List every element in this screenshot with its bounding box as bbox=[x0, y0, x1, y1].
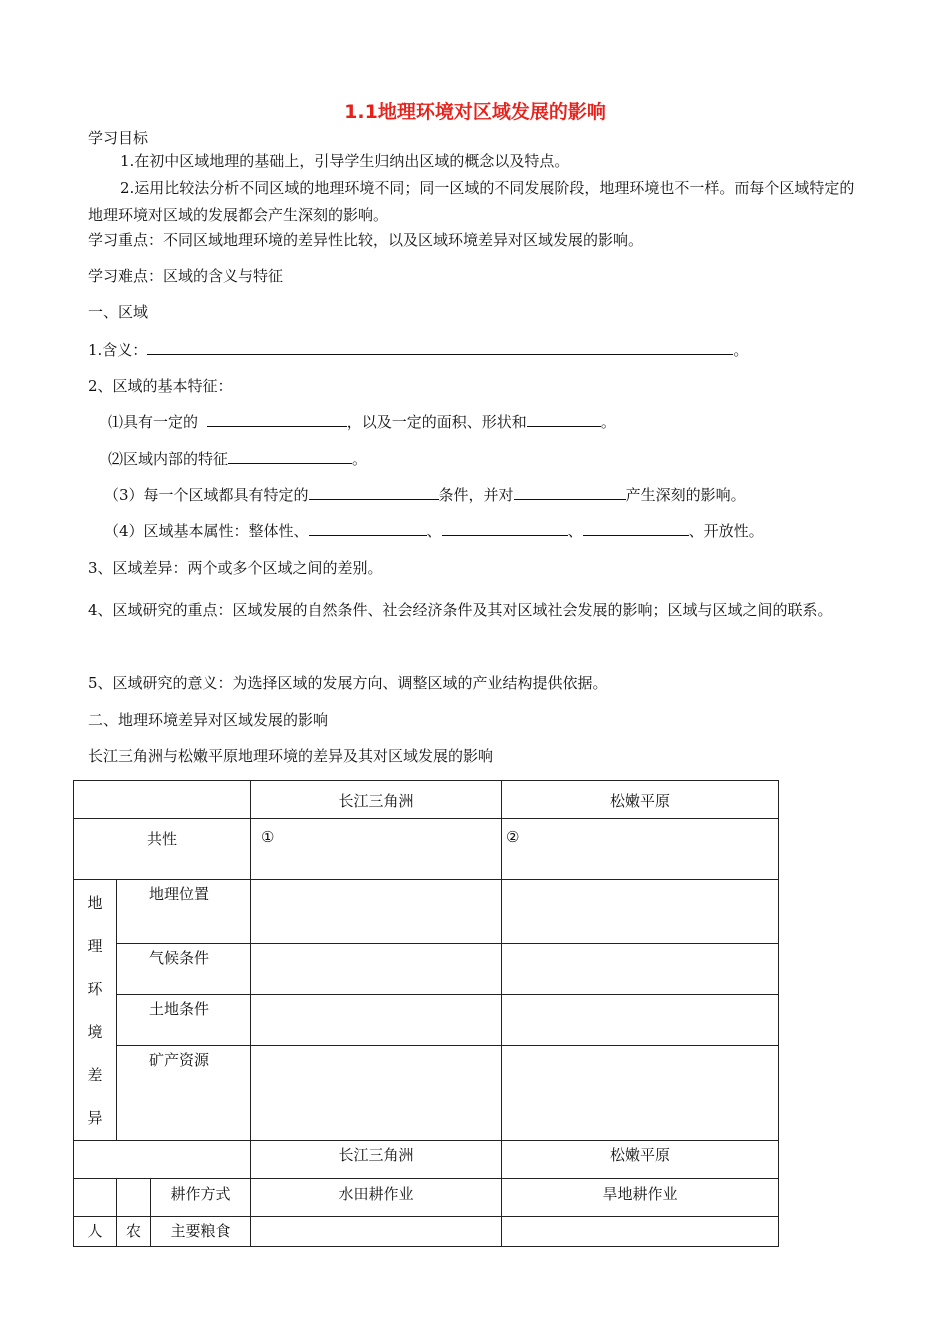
section2-heading: 二、地理环境差异对区域发展的影响 bbox=[88, 711, 329, 729]
features-heading: 2、区域的基本特征： bbox=[88, 377, 233, 395]
grain-songnen[interactable] bbox=[502, 1217, 779, 1247]
meaning-label: 1.含义： bbox=[88, 341, 148, 359]
feature-1-blank-a[interactable] bbox=[207, 412, 347, 427]
feature-3-text-c: 产生深刻的影响。 bbox=[625, 486, 746, 504]
grain-yangtze[interactable] bbox=[251, 1217, 502, 1247]
feature-4-sep-2: 、 bbox=[567, 522, 583, 540]
table-caption: 长江三角洲与松嫩平原地理环境的差异及其对区域发展的影响 bbox=[88, 747, 494, 765]
feature-2-text-b: 。 bbox=[352, 450, 368, 468]
table-row-minerals bbox=[74, 1046, 779, 1141]
feature-3-text-b: 条件，并对 bbox=[438, 486, 514, 504]
feature-2-text-a: ⑵区域内部的特征 bbox=[108, 450, 229, 468]
env-char-1: 地 bbox=[87, 894, 103, 912]
farming-empty-2 bbox=[117, 1179, 151, 1217]
feature-4-text-a: （4）区域基本属性：整体性、 bbox=[104, 522, 309, 540]
farming-songnen: 旱地耕作业 bbox=[502, 1179, 779, 1217]
climate-yangtze[interactable] bbox=[251, 943, 502, 994]
table-row-common bbox=[74, 819, 779, 880]
climate-songnen[interactable] bbox=[502, 943, 779, 994]
feature-3 bbox=[104, 485, 746, 505]
row-label-location: 地理位置 bbox=[117, 880, 251, 944]
env-char-5: 差 bbox=[87, 1066, 103, 1084]
comparison-table bbox=[73, 780, 779, 1247]
section1-heading: 一、区域 bbox=[88, 303, 149, 321]
row-label-minerals: 矿产资源 bbox=[117, 1046, 251, 1141]
env-char-4: 境 bbox=[87, 1023, 103, 1041]
env-char-2: 理 bbox=[87, 937, 103, 955]
table-row-land bbox=[74, 994, 779, 1046]
feature-1-text-c: 。 bbox=[600, 413, 616, 431]
header-yangtze: 长江三角洲 bbox=[251, 781, 502, 819]
meaning-end: 。 bbox=[733, 341, 749, 359]
research-significance: 5、区域研究的意义：为选择区域的发展方向、调整区域的产业结构提供依据。 bbox=[88, 674, 608, 692]
table-row-location bbox=[74, 880, 779, 944]
table-row-farming bbox=[74, 1179, 779, 1217]
header-empty-cell bbox=[74, 781, 251, 819]
subheader-empty-cell bbox=[74, 1141, 251, 1179]
difficulty: 学习难点：区域的含义与特征 bbox=[88, 267, 284, 285]
common-songnen[interactable]: ② bbox=[502, 819, 779, 880]
env-difference-vertical-label bbox=[74, 880, 117, 1141]
common-label: 共性 bbox=[74, 819, 251, 880]
table-row-climate bbox=[74, 943, 779, 994]
farming-empty-1 bbox=[74, 1179, 117, 1217]
research-focus: 4、区域研究的重点：区域发展的自然条件、社会经济条件及其对区域社会发展的影响；区域与区域之间的联系。 bbox=[88, 601, 833, 619]
feature-1-text-a: ⑴具有一定的 bbox=[108, 413, 199, 431]
env-char-6: 异 bbox=[87, 1109, 103, 1127]
minerals-yangtze[interactable] bbox=[251, 1046, 502, 1141]
feature-4-sep-1: 、 bbox=[426, 522, 442, 540]
feature-2-blank[interactable] bbox=[228, 449, 352, 464]
feature-4-blank-a[interactable] bbox=[309, 521, 427, 536]
feature-4 bbox=[104, 521, 764, 541]
feature-2 bbox=[108, 449, 367, 469]
common-yangtze[interactable]: ① bbox=[251, 819, 502, 880]
feature-1-blank-b[interactable] bbox=[527, 412, 601, 427]
minerals-songnen[interactable] bbox=[502, 1046, 779, 1141]
key-point: 学习重点：不同区域地理环境的差异性比较，以及区域环境差异对区域发展的影响。 bbox=[88, 231, 644, 249]
location-yangtze[interactable] bbox=[251, 880, 502, 944]
header-songnen: 松嫩平原 bbox=[502, 781, 779, 819]
subheader-yangtze: 长江三角洲 bbox=[251, 1141, 502, 1179]
land-yangtze[interactable] bbox=[251, 994, 502, 1046]
table-row-grain bbox=[74, 1217, 779, 1247]
env-char-3: 环 bbox=[87, 980, 103, 998]
feature-4-end: 、开放性。 bbox=[688, 522, 764, 540]
farming-yangtze: 水田耕作业 bbox=[251, 1179, 502, 1217]
row-label-farming: 耕作方式 bbox=[151, 1179, 251, 1217]
feature-3-blank-b[interactable] bbox=[514, 485, 626, 500]
land-songnen[interactable] bbox=[502, 994, 779, 1046]
table-header-row bbox=[74, 781, 779, 819]
feature-3-blank-a[interactable] bbox=[309, 485, 439, 500]
row-label-agriculture: 农 bbox=[117, 1217, 151, 1247]
objectives-heading: 学习目标 bbox=[88, 129, 149, 147]
feature-4-blank-c[interactable] bbox=[583, 521, 689, 536]
row-label-land: 土地条件 bbox=[117, 994, 251, 1046]
region-difference: 3、区域差异：两个或多个区域之间的差别。 bbox=[88, 559, 383, 577]
table-subheader-row bbox=[74, 1141, 779, 1179]
meaning-blank[interactable] bbox=[147, 340, 733, 355]
objective-1: 1.在初中区域地理的基础上，引导学生归纳出区域的概念以及特点。 bbox=[120, 152, 570, 170]
objective-2: 2.运用比较法分析不同区域的地理环境不同；同一区域的不同发展阶段，地理环境也不一样。而每个区域特定的地理环境对区域的发展都会产生深刻的影响。 bbox=[88, 179, 855, 224]
row-label-grain: 主要粮食 bbox=[151, 1217, 251, 1247]
page-title: 1.1地理环境对区域发展的影响 bbox=[344, 101, 606, 123]
location-songnen[interactable] bbox=[502, 880, 779, 944]
feature-1-text-b: ，以及一定的面积、形状和 bbox=[346, 413, 527, 431]
row-label-climate: 气候条件 bbox=[117, 943, 251, 994]
meaning-line bbox=[88, 340, 748, 360]
subheader-songnen: 松嫩平原 bbox=[502, 1141, 779, 1179]
feature-4-blank-b[interactable] bbox=[442, 521, 568, 536]
feature-3-text-a: （3）每一个区域都具有特定的 bbox=[104, 486, 309, 504]
row-label-human: 人 bbox=[74, 1217, 117, 1247]
feature-1 bbox=[108, 412, 616, 432]
